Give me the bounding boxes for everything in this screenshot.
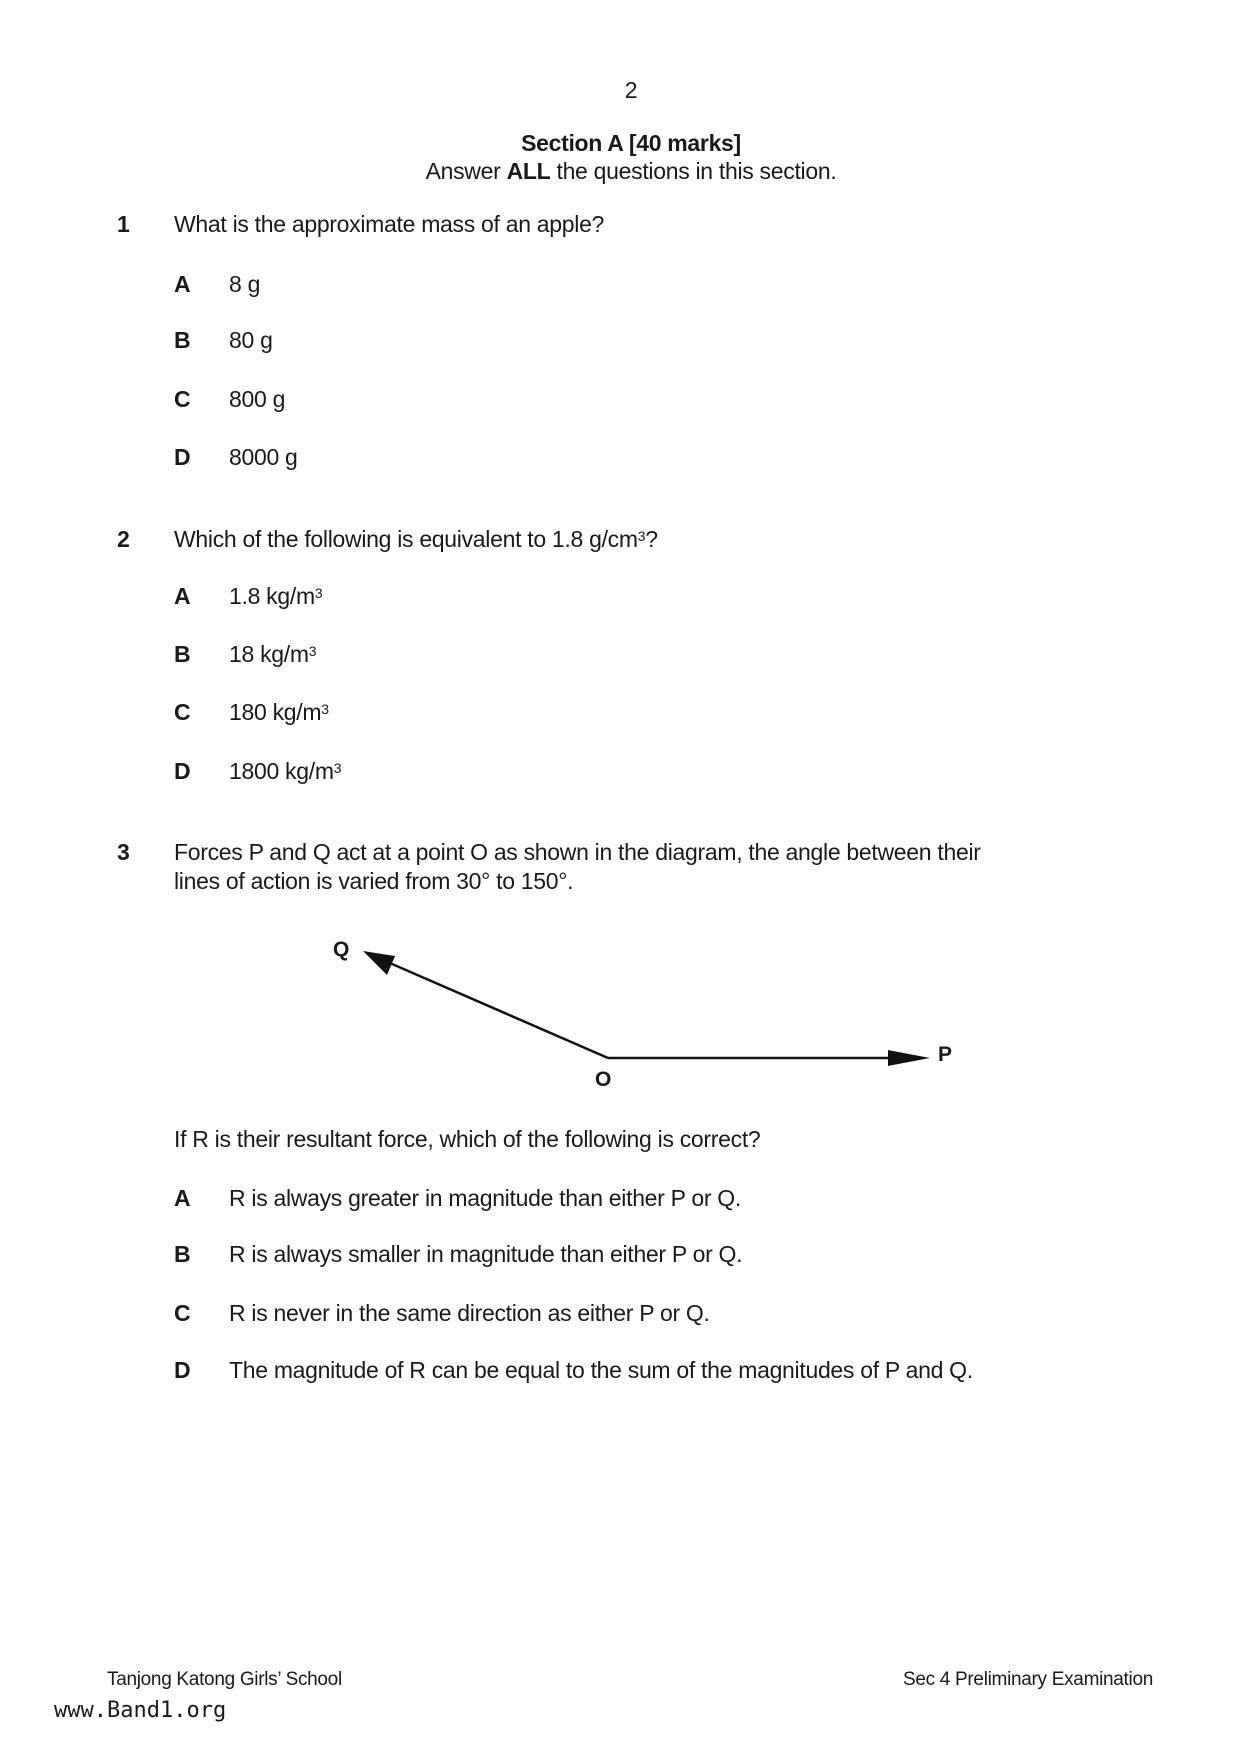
option-letter: D (174, 758, 191, 784)
option-value: 180 kg/m (229, 699, 322, 725)
option-text: 8000 g (229, 444, 298, 470)
option-text: R is never in the same direction as either P or Q. (229, 1300, 710, 1326)
option-text: The magnitude of R can be equal to the sum of the magnitudes of P and Q. (229, 1357, 973, 1383)
instruction-post: the questions in this section. (556, 158, 837, 184)
option-letter: A (174, 271, 191, 297)
option-text: R is always smaller in magnitude than either P or Q. (229, 1241, 743, 1267)
question-text: What is the approximate mass of an apple? (174, 211, 605, 237)
option-letter: A (174, 583, 191, 609)
question-text-line2: lines of action is varied from 30° to 150°. (174, 868, 574, 894)
question-number: 2 (117, 526, 130, 552)
question-number: 3 (117, 839, 130, 865)
question-prompt: If R is their resultant force, which of the following is correct? (174, 1126, 761, 1152)
option-letter: D (174, 444, 191, 470)
label-q: Q (333, 938, 350, 961)
option-text: 80 g (229, 327, 273, 353)
footer-exam: Sec 4 Preliminary Examination (902, 1669, 1153, 1690)
option-letter: B (174, 641, 191, 667)
option-letter: D (174, 1357, 191, 1383)
question-text-line1: Forces P and Q act at a point O as shown in the diagram, the angle between their (174, 839, 981, 865)
footer-school: Tanjong Katong Girls’ School (107, 1669, 342, 1690)
option-value: 18 kg/m (229, 641, 309, 667)
question-text-end: ? (645, 526, 658, 552)
superscript: 3 (333, 760, 342, 776)
superscript: 3 (314, 585, 323, 601)
option-value: 1800 kg/m (229, 758, 334, 784)
option-letter: B (174, 1241, 191, 1267)
option-text: 8 g (229, 271, 261, 297)
superscript: 3 (321, 701, 329, 717)
option-letter: A (174, 1185, 191, 1211)
label-o: O (595, 1068, 612, 1091)
option-value: 1.8 kg/m (229, 583, 315, 609)
instruction-bold: ALL (506, 158, 551, 184)
label-p: P (938, 1043, 952, 1066)
force-p-arrowhead (888, 1050, 930, 1066)
section-title: Section A [40 marks] (521, 130, 741, 156)
footer-watermark: www.Band1.org (54, 1698, 227, 1723)
option-letter: C (174, 386, 191, 412)
option-letter: C (174, 699, 191, 725)
instruction-pre: Answer (425, 158, 501, 184)
force-q-line (376, 957, 608, 1058)
page-number: 2 (624, 77, 638, 103)
option-letter: C (174, 1300, 191, 1326)
superscript: 3 (308, 643, 317, 659)
force-q-arrowhead (363, 951, 395, 975)
option-letter: B (174, 327, 191, 353)
option-text: R is always greater in magnitude than either P or Q. (229, 1185, 741, 1211)
question-number: 1 (117, 211, 130, 237)
question-text-main: Which of the following is equivalent to 1.8 g/cm (174, 526, 638, 552)
option-text: 800 g (229, 386, 286, 412)
superscript: 3 (637, 528, 646, 544)
